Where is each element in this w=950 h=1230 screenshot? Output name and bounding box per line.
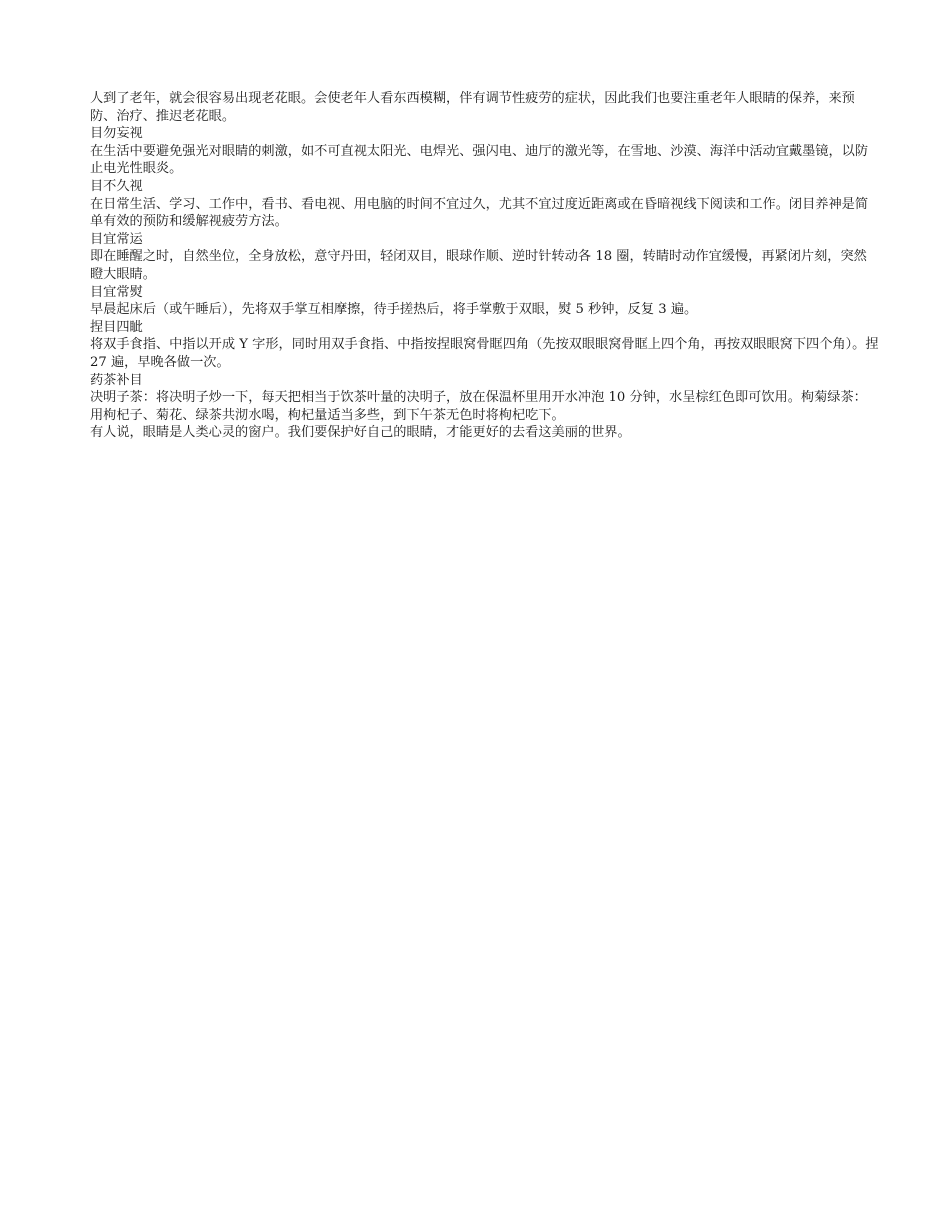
intro-paragraph: 人到了老年，就会很容易出现老花眼。会使老年人看东西模糊，伴有调节性疲劳的症状，因此我们也要注重老年人眼睛的保养，来预防、治疗、推迟老花眼。: [90, 91, 855, 124]
document-body: [90, 90, 880, 442]
section-paragraph: 即在睡醒之时，自然坐位，全身放松，意守丹田，轻闭双目，眼球作顺、逆时针转动各 18 圈，转睛时动作宜缓慢，再紧闭片刻，突然瞪大眼睛。: [90, 249, 867, 282]
section-heading: 目勿妄视: [90, 126, 143, 142]
section-heading: 药茶补目: [90, 372, 143, 388]
section-heading: 目宜常熨: [90, 284, 143, 300]
section-paragraph: 将双手食指、中指以开成 Y 字形，同时用双手食指、中指按捏眼窝骨眶四角（先按双眼眼窝骨眶上四个角，再按双眼眼窝下四个角）。捏 27 遍，早晚各做一次。: [90, 337, 879, 370]
section-paragraph: 决明子茶：将决明子炒一下，每天把相当于饮茶叶量的决明子，放在保温杯里用开水冲泡 10 分钟，水呈棕红色即可饮用。枸菊绿茶：用枸杞子、菊花、绿茶共沏水喝，枸杞量适当多些，到下午茶无色时将枸杞吃下。: [90, 390, 867, 423]
section-heading: 捏目四眦: [90, 319, 143, 335]
closing-paragraph: 有人说，眼睛是人类心灵的窗户。我们要保护好自己的眼睛，才能更好的去看这美丽的世界。: [90, 425, 631, 441]
section-heading: 目宜常运: [90, 231, 143, 247]
section-paragraph: 在生活中要避免强光对眼睛的刺激，如不可直视太阳光、电焊光、强闪电、迪厅的激光等，在雪地、沙漠、海洋中活动宜戴墨镜，以防止电光性眼炎。: [90, 143, 869, 177]
section-paragraph: 早晨起床后（或午睡后），先将双手掌互相摩擦，待手搓热后，将手掌敷于双眼，熨 5 秒钟，反复 3 遍。: [90, 302, 698, 318]
section-heading: 目不久视: [90, 178, 143, 194]
section-paragraph: 在日常生活、学习、工作中，看书、看电视、用电脑的时间不宜过久，尤其不宜过度近距离或在昏暗视线下阅读和工作。闭目养神是简单有效的预防和缓解视疲劳方法。: [90, 196, 869, 230]
